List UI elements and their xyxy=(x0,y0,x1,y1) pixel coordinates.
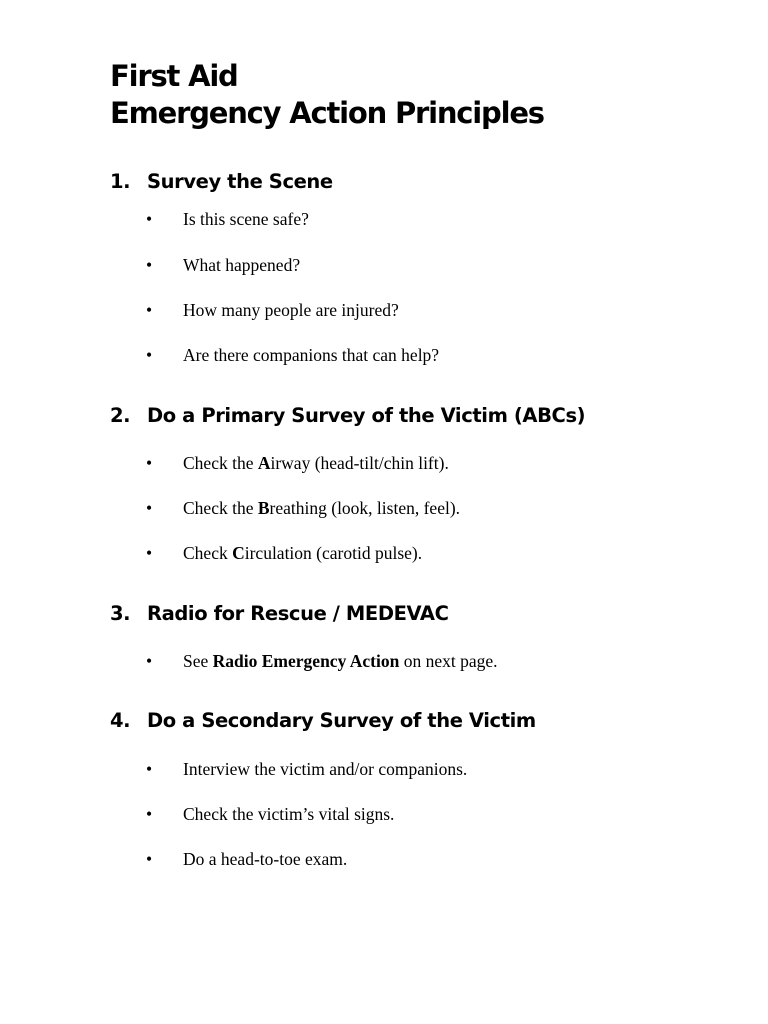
bullet-icon: • xyxy=(146,300,153,320)
bullet-icon: • xyxy=(146,209,153,229)
section-number: 2. xyxy=(110,404,131,427)
section-heading-1 xyxy=(110,170,333,194)
list-item-text-pre: See xyxy=(183,651,213,671)
list-item-text-pre: Check the xyxy=(183,453,258,473)
list-item-text: How many people are injured? xyxy=(183,300,399,320)
section-heading-2 xyxy=(110,404,585,428)
list-item-text-pre: Check xyxy=(183,543,233,563)
list-item-text-post: reathing (look, listen, feel). xyxy=(269,498,461,518)
bullet-icon: • xyxy=(146,651,153,671)
section-title: Do a Primary Survey of the Victim (ABCs) xyxy=(147,404,586,427)
section-number: 1. xyxy=(110,170,131,193)
list-item xyxy=(146,803,394,825)
bullet-icon: • xyxy=(146,759,153,779)
list-item-text: Are there companions that can help? xyxy=(183,345,440,365)
list-item-text: What happened? xyxy=(183,255,301,275)
bullet-icon: • xyxy=(146,453,153,473)
list-item-text-bold: C xyxy=(232,543,245,563)
section-title: Do a Secondary Survey of the Victim xyxy=(147,709,536,732)
list-item xyxy=(146,452,449,474)
bullet-icon: • xyxy=(146,804,153,824)
bullet-icon: • xyxy=(146,255,153,275)
list-item-text-bold: B xyxy=(257,498,270,518)
section-title: Survey the Scene xyxy=(147,170,333,193)
bullet-icon: • xyxy=(146,498,153,518)
list-item xyxy=(146,497,460,519)
list-item-text-bold: Radio Emergency Action xyxy=(212,651,400,671)
list-item xyxy=(146,208,309,230)
list-item-text-post: irculation (carotid pulse). xyxy=(244,543,423,563)
list-item xyxy=(146,650,497,672)
section-title: Radio for Rescue / MEDEVAC xyxy=(147,602,449,625)
bullet-icon: • xyxy=(146,543,153,563)
page-title xyxy=(110,58,544,132)
list-item xyxy=(146,254,300,276)
list-item-text-bold: A xyxy=(257,453,271,473)
section-heading-4 xyxy=(110,709,536,733)
list-item-text-pre: Check the xyxy=(183,498,258,518)
list-item-text: Check the victim’s vital signs. xyxy=(183,804,395,824)
list-item-text: Interview the victim and/or companions. xyxy=(183,759,468,779)
list-item xyxy=(146,299,399,321)
section-number: 4. xyxy=(110,709,131,732)
title-line-2: Emergency Action Principles xyxy=(110,96,544,130)
list-item-text-post: on next page. xyxy=(399,651,498,671)
bullet-icon: • xyxy=(146,849,153,869)
section-heading-3 xyxy=(110,602,449,626)
list-item-text: Is this scene safe? xyxy=(183,209,309,229)
bullet-icon: • xyxy=(146,345,153,365)
list-item xyxy=(146,758,467,780)
title-line-1: First Aid xyxy=(110,59,238,93)
list-item-text-post: irway (head-tilt/chin lift). xyxy=(270,453,449,473)
section-number: 3. xyxy=(110,602,131,625)
list-item-text: Do a head-to-toe exam. xyxy=(183,849,348,869)
list-item xyxy=(146,542,422,564)
list-item xyxy=(146,344,439,366)
list-item xyxy=(146,848,347,870)
